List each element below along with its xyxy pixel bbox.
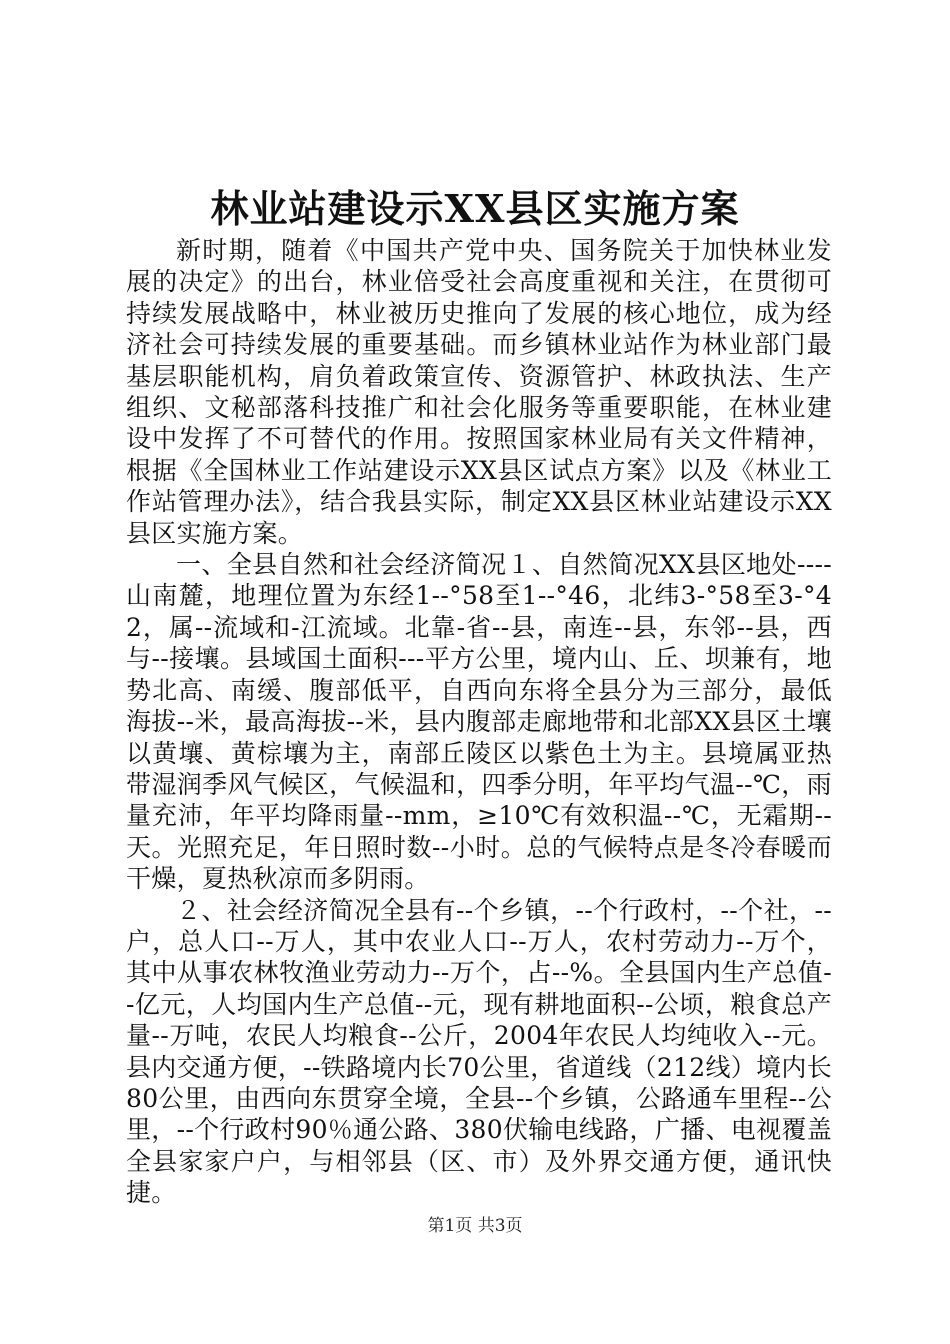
paragraph-natural-overview: 一、全县自然和社会经济简况１、自然简况XX县区地处----山南麓，地理位置为东经1--°58至1--°46，北纬3-°58至3-°42，属--流域和-江流域。北靠-省--县，南连--县，东邻--县，西与--接壤。县域国土面积---平方公里，境内山、丘、坝兼有，地势北高、南缓、腹部低平，自西向东将全县分为三部分，最低海拔--米，最高海拔--米，县内腹部走廊地带和北部XX县区土壤以黄壤、黄棕壤为主，南部丘陵区以紫色土为主。县境属亚热带湿润季风气候区，气候温和，四季分明，年平均气温--℃，雨量充沛，年平均降雨量--mm，≥10℃有效积温--℃，无霜期--天。光照充足，年日照时数--小时。总的气候特点是冬冷春暖而干燥，夏热秋凉而多阴雨。 <box>126 550 832 894</box>
document-title: 林业站建设示XX县区实施方案 <box>210 186 740 231</box>
paragraph-socioeconomic-overview: ２、社会经济简况全县有--个乡镇，--个行政村，--个社，--户，总人口--万人，其中农业人口--万人，农村劳动力--万个，其中从事农林牧渔业劳动力--万个，占--%。全县国内生产总值--亿元，人均国内生产总值--元，现有耕地面积--公顷，粮食总产量--万吨，农民人均粮食--公斤，2004年农民人均纯收入--元。县内交通方便，--铁路境内长70公里，省道线（212线）境内长80公里，由西向东贯穿全境，全县--个乡镇，公路通车里程--公里，--个行政村90％通公路、380伏输电线路，广播、电视覆盖全县家家户户，与相邻县（区、市）及外界交通方便，通讯快捷。 <box>126 895 832 1208</box>
paragraph-intro: 新时期，随着《中国共产党中央、国务院关于加快林业发展的决定》的出台，林业倍受社会高度重视和关注，在贯彻可持续发展战略中，林业被历史推向了发展的核心地位，成为经济社会可持续发展的重要基础。而乡镇林业站作为林业部门最基层职能机构，肩负着政策宣传、资源管护、林政执法、生产组织、文秘部落科技推广和社会化服务等重要职能，在林业建设中发挥了不可替代的作用。按照国家林业局有关文件精神，根据《全国林业工作站建设示XX县区试点方案》以及《林业工作站管理办法》，结合我县实际，制定XX县区林业站建设示XX县区实施方案。 <box>126 236 832 548</box>
document-body <box>126 235 832 1209</box>
page-footer: 第1页 共3页 <box>427 1216 523 1236</box>
